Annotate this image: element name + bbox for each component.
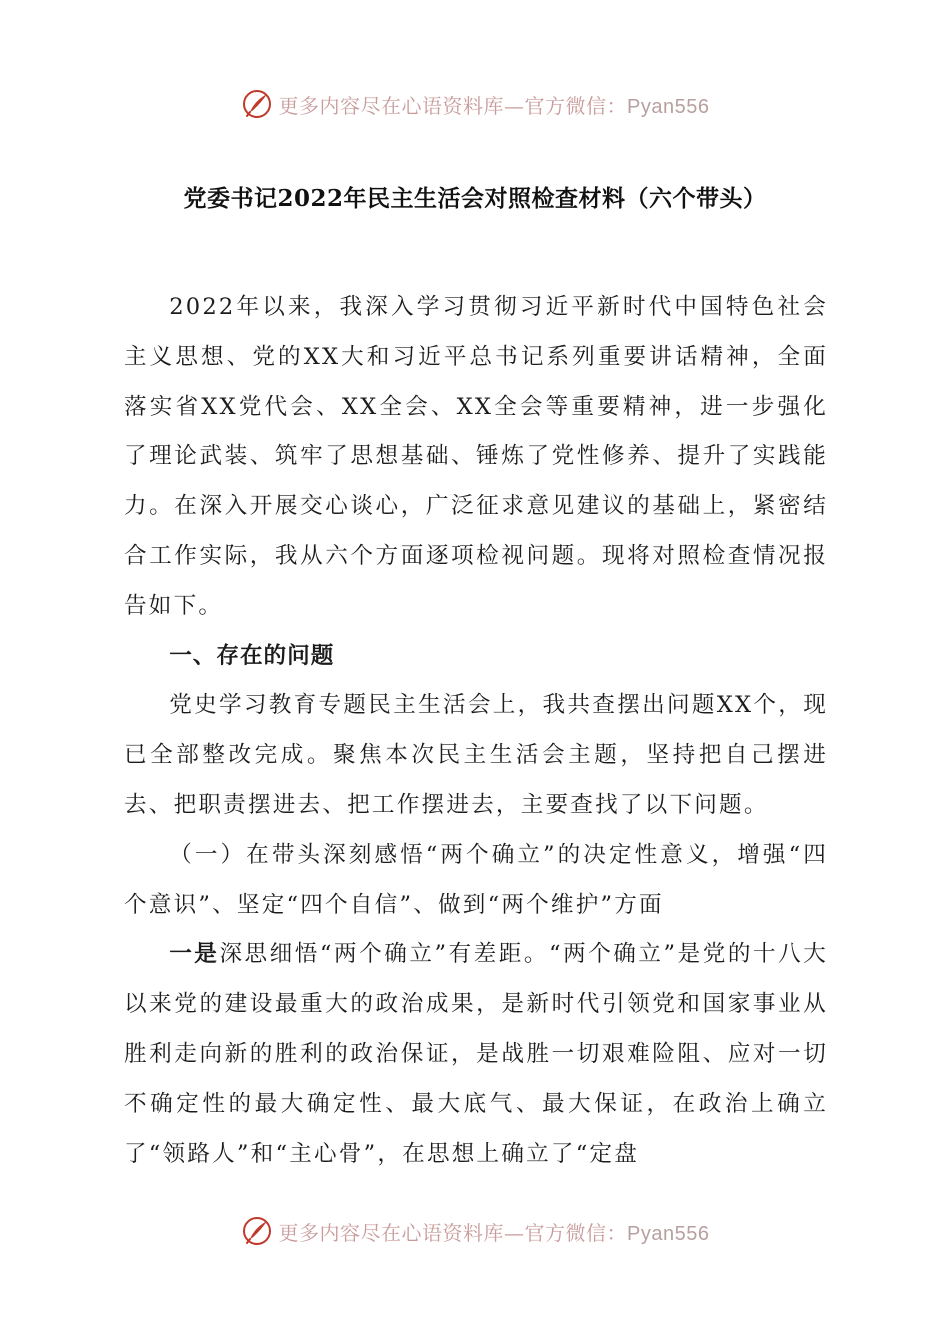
watermark-text: 更多内容尽在心语资料库—官方微信：Pyan556 (278, 1220, 710, 1245)
point-text: 深思细悟“两个确立”有差距。“两个确立”是党的十八大以来党的建设最重大的政治成果，是新时代引领党和国家事业从胜利走向新的胜利的政治保证，是战胜一切艰难险阻、应对一切不确定性的最大确定性、最大底气、最大保证，在政治上确立了“领路人”和“主心骨”，在思想上确立了“定盘 (124, 941, 829, 1167)
watermark-text: 更多内容尽在心语资料库—官方微信：Pyan556 (278, 93, 710, 118)
subsection-heading: （一）在带头深刻感悟“两个确立”的决定性意义，增强“四个意识”、坚定“四个自信”、做到“两个维护”方面 (124, 841, 828, 918)
point-paragraph (124, 930, 828, 1179)
document-body (124, 283, 828, 1179)
watermark-header (0, 84, 950, 124)
watermark-wechat-id: Pyan556 (627, 95, 710, 118)
watermark-wechat-id: Pyan556 (627, 1222, 710, 1245)
intro-paragraph: 2022年以来，我深入学习贯彻习近平新时代中国特色社会主义思想、党的XX大和习近平总书记系列重要讲话精神，全面落实省XX党代会、XX全会、XX全会等重要精神，进一步强化了理论武装、筑牢了思想基础、锤炼了党性修养、提升了实践能力。在深入开展交心谈心，广泛征求意见建议的基础上，紧密结合工作实际，我从六个方面逐项检视问题。现将对照检查情况报告如下。 (124, 294, 828, 619)
section-heading: 一、存在的问题 (169, 642, 335, 669)
quill-logo-icon (241, 88, 273, 120)
quill-logo-icon (241, 1215, 273, 1247)
watermark-footer (0, 1211, 950, 1251)
document-title: 党委书记2022年民主生活会对照检查材料（六个带头） (183, 185, 767, 212)
section-paragraph: 党史学习教育专题民主生活会上，我共查摆出问题XX个，现已全部整改完成。聚焦本次民主生活会主题，坚持把自己摆进去、把职责摆进去、把工作摆进去，主要查找了以下问题。 (124, 692, 828, 818)
point-lead: 一是 (169, 941, 220, 968)
